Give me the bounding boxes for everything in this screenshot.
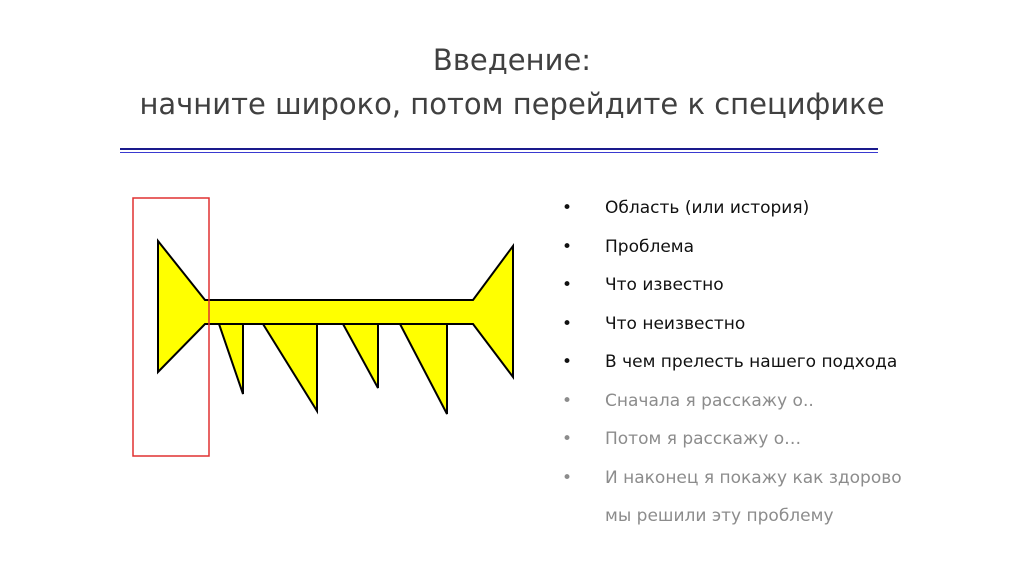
diagram-spike-1 <box>219 324 243 394</box>
bullet-item <box>560 460 1000 499</box>
bullet-text: Сначала я расскажу о.. <box>605 390 814 411</box>
bullet-item <box>560 306 1000 345</box>
bullet-text: Область (или история) <box>605 198 810 218</box>
bullet-text: Потом я расскажу о… <box>605 429 802 449</box>
diagram-spike-4 <box>400 324 447 414</box>
diagram-spike-2 <box>263 324 317 411</box>
diagram-bone-shape <box>158 241 513 377</box>
bullet-item <box>560 383 1000 422</box>
bullet-text: мы решили эту проблему <box>605 506 834 526</box>
diagram-spike-3 <box>343 324 378 388</box>
bullet-continuation <box>560 498 1000 537</box>
bullet-marker: • <box>562 198 573 218</box>
bullet-text: И наконец я покажу как здорово <box>605 467 902 488</box>
bullet-marker: • <box>562 352 573 372</box>
bullet-text: Проблема <box>605 236 695 257</box>
bullet-marker: • <box>562 390 573 411</box>
bullet-marker: • <box>562 275 573 295</box>
bullet-item <box>560 421 1000 460</box>
bullet-text: Что неизвестно <box>605 313 746 334</box>
title-line-1: Введение: <box>432 43 592 77</box>
bullet-marker: • <box>562 236 573 257</box>
bullet-marker: • <box>562 467 573 488</box>
bullet-item <box>560 229 1000 268</box>
bullet-text: Что известно <box>605 275 724 295</box>
bullet-item <box>560 267 1000 306</box>
bullet-list <box>560 190 1000 537</box>
bullet-text: В чем прелесть нашего подхода <box>605 352 898 372</box>
bullet-marker: • <box>562 313 573 334</box>
title-line-2: начните широко, потом перейдите к специфике <box>139 87 885 121</box>
bullet-item <box>560 344 1000 383</box>
bullet-item <box>560 190 1000 229</box>
bullet-marker: • <box>562 429 573 449</box>
